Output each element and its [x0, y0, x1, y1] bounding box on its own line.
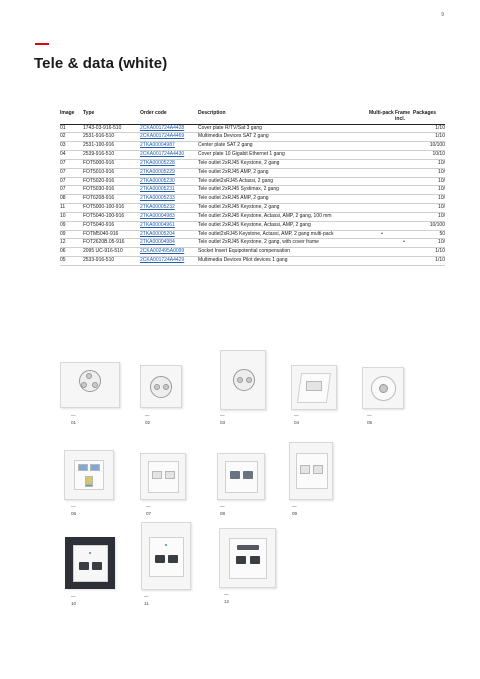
image-cell: 09	[60, 221, 83, 230]
image-cell: 07	[60, 186, 83, 195]
thumbnail-07	[140, 453, 186, 516]
tele-outlet-dark-frame-icon	[65, 537, 115, 589]
description-cell: Cover plate 10 Gigabit Ethernet 1 gang	[198, 151, 369, 160]
type-cell: FOT5040-916	[83, 221, 140, 230]
order-code-link[interactable]: 2TKA00005230	[140, 177, 198, 186]
packages-cell: 10/	[413, 186, 445, 195]
equipotential-insert-icon	[64, 450, 114, 500]
image-cell: 12	[60, 239, 83, 248]
image-dash: —	[146, 504, 151, 509]
frame-incl-cell	[395, 195, 413, 204]
frame-incl-cell	[395, 159, 413, 168]
description-cell: Socket Insert Equipotential compensation	[198, 248, 369, 257]
image-label: 08	[220, 511, 226, 516]
image-dash: —	[292, 504, 297, 509]
frame-incl-cell	[395, 168, 413, 177]
column-header: Type	[83, 110, 140, 124]
packages-cell: 10/100	[413, 221, 445, 230]
order-code-link[interactable]: 2TKA00005232	[140, 204, 198, 213]
image-cell: 02	[60, 133, 83, 142]
type-cell: FOT5020-916	[83, 177, 140, 186]
type-cell: FOT2620B.05-916	[83, 239, 140, 248]
description-cell: Multimedia Devices Pilot devices 1 gang	[198, 257, 369, 266]
image-label: 12	[224, 599, 230, 604]
thumbnail-09	[289, 442, 333, 516]
order-code-link[interactable]: 2CKA001724A4429	[140, 257, 198, 266]
thumbnail-05	[362, 367, 404, 425]
description-cell: Tele outlet 2xRJ45 Keystone, Actassi, AMP, 2 gang, 100 mm	[198, 212, 369, 221]
frame-incl-cell	[395, 248, 413, 257]
image-dash: —	[71, 504, 76, 509]
type-cell: FOTM5040-916	[83, 230, 140, 239]
packages-cell: 1/10	[413, 257, 445, 266]
image-label: 10	[71, 601, 77, 606]
column-header: Order code	[140, 110, 198, 124]
image-dash: —	[145, 413, 150, 418]
image-cell: 09	[60, 230, 83, 239]
type-cell: FOT5000-100-916	[83, 204, 140, 213]
table-row	[60, 257, 445, 266]
packages-cell: 10/	[413, 159, 445, 168]
thumbnail-06	[64, 450, 114, 516]
order-code-link[interactable]: 2TKA00005228	[140, 159, 198, 168]
tele-outlet-100mm-icon	[141, 522, 191, 590]
image-dash: —	[220, 413, 225, 418]
multipack-cell	[369, 248, 395, 257]
image-cell: 03	[60, 142, 83, 151]
image-dash: —	[367, 413, 372, 418]
page-title: Tele & data (white)	[34, 55, 168, 72]
order-code-link[interactable]: 2CKA001724A4469	[140, 133, 198, 142]
multipack-cell	[369, 221, 395, 230]
pilot-device-cover-icon	[362, 367, 404, 409]
multipack-cell	[369, 159, 395, 168]
order-code-link[interactable]: 2TKA00005231	[140, 186, 198, 195]
image-label: 09	[292, 511, 298, 516]
image-cell: 11	[60, 204, 83, 213]
table-row	[60, 124, 445, 133]
type-cell: 2095 UC-916-510	[83, 248, 140, 257]
column-header: Packages	[413, 110, 445, 124]
table-row	[60, 168, 445, 177]
order-code-link[interactable]: 2TKA00005229	[140, 168, 198, 177]
column-header: Frame incl.	[395, 110, 413, 124]
image-label: 02	[145, 420, 151, 425]
image-dash: —	[224, 592, 229, 597]
image-dash: —	[71, 594, 76, 599]
table-row	[60, 239, 445, 248]
thumbnail-11	[141, 522, 191, 606]
image-dash: —	[71, 413, 76, 418]
packages-cell: 10/	[413, 212, 445, 221]
image-dash: —	[144, 594, 149, 599]
packages-cell: 1/10	[413, 248, 445, 257]
thumbnail-04	[291, 365, 337, 425]
frame-incl-cell	[395, 124, 413, 133]
table-row	[60, 230, 445, 239]
ethernet-cover-icon	[291, 365, 337, 410]
table-row	[60, 195, 445, 204]
frame-incl-cell	[395, 133, 413, 142]
frame-incl-cell	[395, 177, 413, 186]
description-cell: Tele outlet 2xRJ45 AMP, 2 gang	[198, 168, 369, 177]
description-cell: Center plate SAT 2 gang	[198, 142, 369, 151]
type-cell: 2539-916-510	[83, 151, 140, 160]
type-cell: 2533-916-510	[83, 257, 140, 266]
image-label: 07	[146, 511, 152, 516]
order-code-link[interactable]: 2TKA00004984	[140, 239, 198, 248]
packages-cell: 10/	[413, 195, 445, 204]
table-row	[60, 159, 445, 168]
sat-center-plate-icon	[220, 350, 266, 410]
order-code-link[interactable]: 2TKA00005204	[140, 230, 198, 239]
table-header-row	[60, 110, 445, 124]
multipack-cell	[369, 177, 395, 186]
thumbnail-08	[217, 453, 265, 516]
table-row	[60, 212, 445, 221]
multipack-cell	[369, 204, 395, 213]
order-code-link[interactable]: 2TKA00004983	[140, 212, 198, 221]
description-cell: Tele outlet 2xRJ45 Keystone, 2 gang, with cover frame	[198, 239, 369, 248]
order-code-link[interactable]: 2CKA002495A0099	[140, 248, 198, 257]
multipack-cell	[369, 151, 395, 160]
description-cell: Multimedia Devices SAT 2 gang	[198, 133, 369, 142]
image-cell: 01	[60, 124, 83, 133]
column-header: Image	[60, 110, 83, 124]
sat-2-gang-cover-icon	[140, 365, 182, 408]
tele-outlet-angled-icon	[289, 442, 333, 500]
order-code-link[interactable]: 2TKA00004961	[140, 221, 198, 230]
type-cell: FOT5010-916	[83, 168, 140, 177]
multipack-cell	[369, 239, 395, 248]
packages-cell: 10/	[413, 177, 445, 186]
image-cell: 07	[60, 168, 83, 177]
page-number: 9	[441, 12, 444, 18]
type-cell: 2531-100-916	[83, 142, 140, 151]
frame-incl-cell: •	[395, 239, 413, 248]
accent-bar	[35, 43, 49, 45]
tele-outlet-2-gang-icon	[140, 453, 186, 500]
description-cell: Tele outlet2xRJ45 Actassi, 2 gang	[198, 177, 369, 186]
multipack-cell	[369, 124, 395, 133]
multipack-cell	[369, 257, 395, 266]
description-cell: Tele outlet 2xRJ45 Keystone, Actassi, AMP, 2 gang	[198, 221, 369, 230]
image-cell: 07	[60, 177, 83, 186]
image-cell: 08	[60, 195, 83, 204]
column-header: Description	[198, 110, 369, 124]
packages-cell: 10/	[413, 204, 445, 213]
packages-cell: 10/	[413, 168, 445, 177]
packages-cell: 50	[413, 230, 445, 239]
packages-cell: 10/100	[413, 142, 445, 151]
packages-cell: 1/10	[413, 133, 445, 142]
table-row	[60, 204, 445, 213]
image-cell: 04	[60, 151, 83, 160]
frame-incl-cell	[395, 186, 413, 195]
type-cell: 1743-03-916-510	[83, 124, 140, 133]
column-header: Multi-pack	[369, 110, 395, 124]
type-cell: 2531-916-510	[83, 133, 140, 142]
frame-incl-cell	[395, 142, 413, 151]
tele-outlet-amp-icon	[217, 453, 265, 500]
packages-cell: 10/	[413, 239, 445, 248]
table-row	[60, 248, 445, 257]
image-dash: —	[220, 504, 225, 509]
type-cell: FOT5040-100-916	[83, 212, 140, 221]
type-cell: FOT5030-916	[83, 186, 140, 195]
image-cell: 10	[60, 212, 83, 221]
frame-incl-cell	[395, 230, 413, 239]
image-label: 03	[220, 420, 226, 425]
image-label: 04	[294, 420, 300, 425]
packages-cell: 1/10	[413, 124, 445, 133]
order-code-link[interactable]: 2TKA00004987	[140, 142, 198, 151]
image-dash: —	[294, 413, 299, 418]
table-body	[60, 124, 445, 266]
description-cell: Cover plate R/TV/Sat 3 gang	[198, 124, 369, 133]
description-cell: Tele outlet2xRJ45 Keystone, Actassi, AMP, 2 gang multi-pack	[198, 230, 369, 239]
image-cell: 06	[60, 248, 83, 257]
image-label: 01	[71, 420, 77, 425]
tele-outlet-cover-frame-icon	[219, 528, 276, 588]
description-cell: Tele outlet 2xRJ45 AMP, 2 gang	[198, 195, 369, 204]
multipack-cell	[369, 212, 395, 221]
frame-incl-cell	[395, 151, 413, 160]
description-cell: Tele outlet 2xRJ45 Keystone, 2 gang	[198, 204, 369, 213]
description-cell: Tele outlet 2xRJ45 Keystone, 2 gang	[198, 159, 369, 168]
frame-incl-cell	[395, 204, 413, 213]
table-row	[60, 221, 445, 230]
thumbnail-03	[220, 350, 266, 425]
frame-incl-cell	[395, 257, 413, 266]
thumbnail-01	[60, 362, 120, 425]
order-code-link[interactable]: 2CKA001724A4430	[140, 151, 198, 160]
order-code-link[interactable]: 2CKA001724A4428	[140, 124, 198, 133]
image-label: 11	[144, 601, 149, 606]
multipack-cell: •	[369, 230, 395, 239]
multipack-cell	[369, 168, 395, 177]
description-cell: Tele outlet 2xRJ45 Systimax, 2 gang	[198, 186, 369, 195]
frame-incl-cell	[395, 212, 413, 221]
multipack-cell	[369, 133, 395, 142]
packages-cell: 10/10	[413, 151, 445, 160]
table-row	[60, 177, 445, 186]
multipack-cell	[369, 186, 395, 195]
image-label: 05	[367, 420, 373, 425]
type-cell: FOT5000-916	[83, 159, 140, 168]
image-label: 06	[71, 511, 77, 516]
table-row	[60, 142, 445, 151]
thumbnail-12	[219, 528, 276, 604]
image-cell: 05	[60, 257, 83, 266]
image-cell: 07	[60, 159, 83, 168]
table-row	[60, 133, 445, 142]
product-table	[60, 110, 445, 266]
order-code-link[interactable]: 2TKA00005233	[140, 195, 198, 204]
table-row	[60, 151, 445, 160]
type-cell: FOT6208-916	[83, 195, 140, 204]
multipack-cell	[369, 142, 395, 151]
thumbnail-10	[65, 537, 115, 606]
sat-3-gang-cover-icon	[60, 362, 120, 408]
thumbnail-02	[140, 365, 182, 425]
table-row	[60, 186, 445, 195]
multipack-cell	[369, 195, 395, 204]
frame-incl-cell	[395, 221, 413, 230]
